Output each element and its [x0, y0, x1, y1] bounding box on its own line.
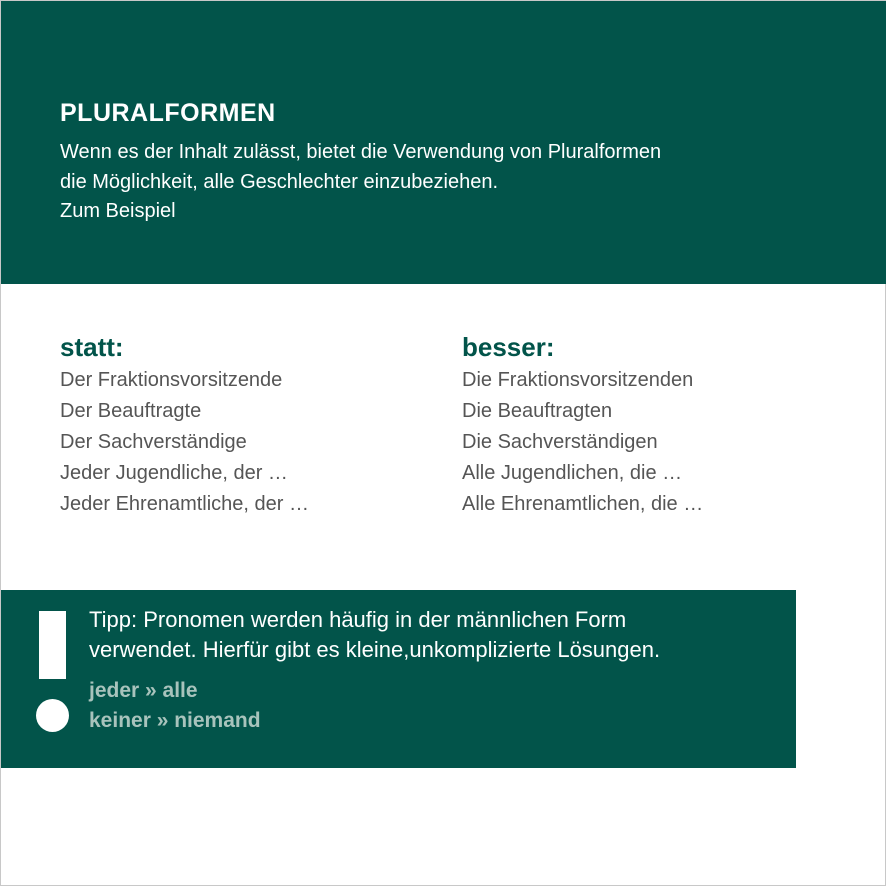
- statt-item: Der Fraktionsvorsitzende: [60, 369, 283, 391]
- intro-line: Zum Beispiel: [60, 200, 176, 222]
- besser-heading: besser:: [462, 332, 555, 362]
- besser-item: Die Sachverständigen: [462, 431, 658, 453]
- statt-item: Der Sachverständige: [60, 431, 247, 453]
- statt-heading: statt:: [60, 332, 124, 362]
- tip-line: Tipp: Pronomen werden häufig in der männlichen Form: [89, 607, 627, 632]
- tip-line: verwendet. Hierfür gibt es kleine,unkomplizierte Lösungen.: [89, 637, 661, 662]
- besser-item: Die Beauftragten: [462, 400, 613, 422]
- besser-item: Alle Jugendlichen, die …: [462, 462, 683, 484]
- intro-line: Wenn es der Inhalt zulässt, bietet die Verwendung von Pluralformen: [60, 141, 662, 163]
- statt-item: Jeder Ehrenamtliche, der …: [60, 493, 310, 515]
- tip-example: keiner » niemand: [89, 709, 261, 732]
- besser-item: Die Fraktionsvorsitzenden: [462, 369, 694, 391]
- page-title: PLURALFORMEN: [60, 99, 276, 127]
- besser-column: [462, 331, 703, 520]
- statt-item: Jeder Jugendliche, der …: [60, 462, 288, 484]
- statt-item: Der Beauftragte: [60, 400, 202, 422]
- tip-text: [89, 605, 789, 665]
- besser-item: Alle Ehrenamtlichen, die …: [462, 493, 704, 515]
- tip-example: jeder » alle: [89, 679, 198, 702]
- tip-examples: [89, 676, 261, 736]
- statt-column: [60, 331, 309, 520]
- exclamation-bar: [39, 611, 66, 679]
- tip-box: [1, 590, 796, 768]
- header-panel: [1, 1, 886, 284]
- exclamation-dot: [36, 699, 69, 732]
- intro-line: die Möglichkeit, alle Geschlechter einzubeziehen.: [60, 170, 499, 193]
- intro-text: [60, 138, 820, 227]
